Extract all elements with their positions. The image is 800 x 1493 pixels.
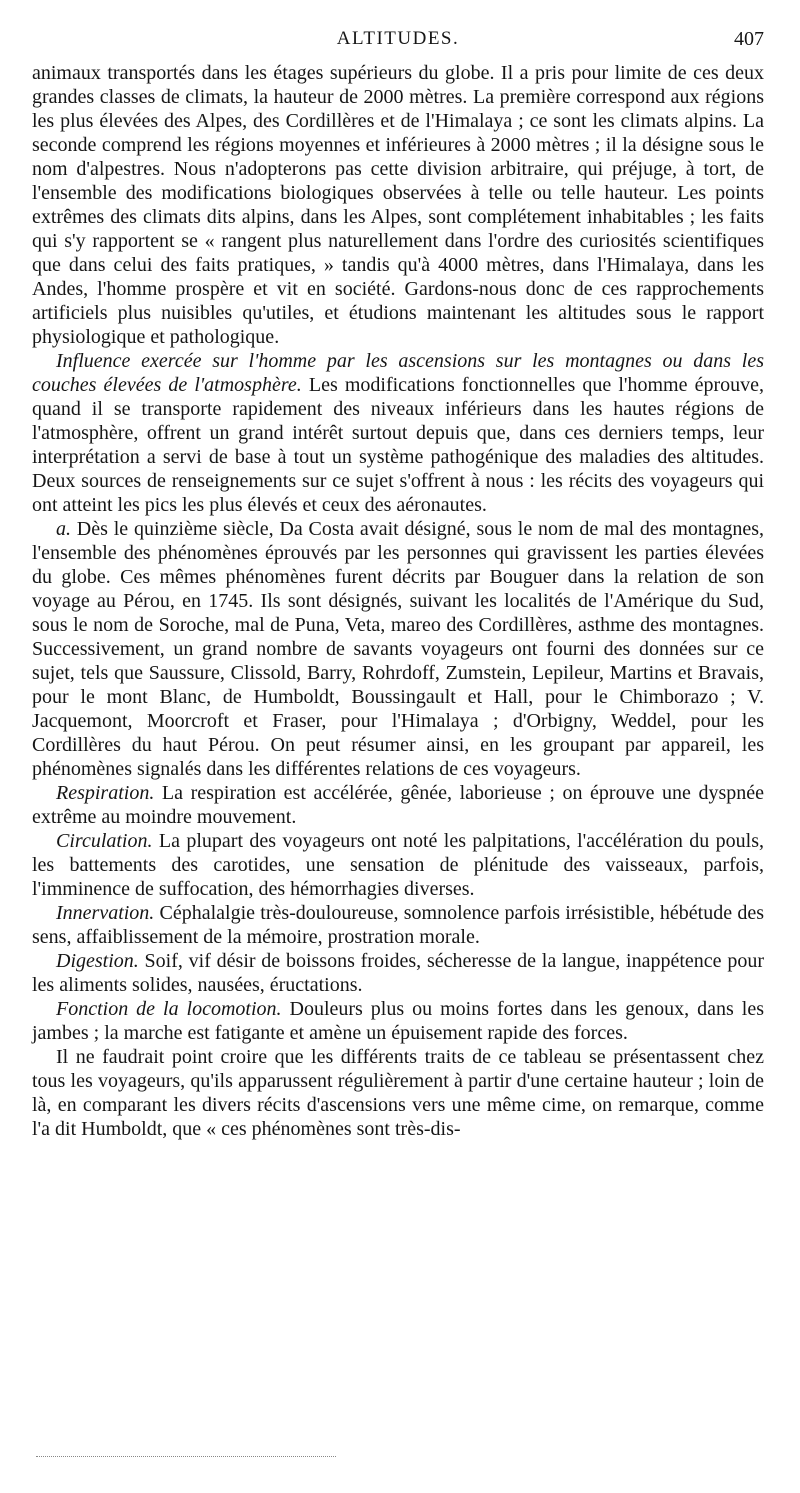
paragraph-climate-classes: animaux transportés dans les étages supérieurs du globe. Il a pris pour limite de ces deux grandes classes de climats, la hauteur de 2000 mètres. La première correspond aux régions les plus élevées des Alpes, des Cordillères et de l'Himalaya ; ce sont les climats alpins. La seconde comprend les régions moyennes et inférieures à 2000 mètres ; il la désigne sous le nom d'alpestres. Nous n'adopterons pas cette division arbitraire, qui préjuge, à tort, de l'ensemble des modifications biologiques observées à telle ou telle hauteur. Les points extrêmes des climats dits alpins, dans les Alpes, sont complétement inhabitables ; les faits qui s'y rapportent se « rangent plus naturellement dans l'ordre des curiosités scientifiques que dans celui des faits pratiques, » tandis qu'à 4000 mètres, dans l'Himalaya, dans les Andes, l'homme prospère et vit en société. Gardons-nous donc de ces rapprochements artificiels plus nuisibles qu'utiles, et étudions maintenant les altitudes sous le rapport physiologique et pathologique.	[32, 62, 764, 348]
text-innervation: Céphalalgie très-douloureuse, somnolence parfois irrésistible, hébétude des sens, affaiblissement de la mémoire, prostration morale.	[32, 902, 764, 948]
paragraph-mountain-sickness	[32, 517, 764, 781]
text-digestion: Soif, vif désir de boissons froides, sécheresse de la langue, inappétence pour les aliments solides, nausées, éructations.	[32, 950, 764, 996]
page-body	[32, 61, 764, 1141]
footer-rule	[36, 1456, 336, 1457]
text-respiration: La respiration est accélérée, gênée, laborieuse ; on éprouve une dyspnée extrême au moindre mouvement.	[32, 782, 764, 828]
page-number: 407	[734, 28, 764, 50]
paragraph-circulation	[32, 829, 764, 901]
text-circulation: La plupart des voyageurs ont noté les palpitations, l'accélération du pouls, les battements des carotides, une sensation de plénitude des vaisseaux, parfois, l'imminence de suffocation, des hémorrhagies diverses.	[32, 830, 764, 900]
text-locomotion: Douleurs plus ou moins fortes dans les genoux, dans les jambes ; la marche est fatigante et amène un épuisement rapide des forces.	[32, 998, 764, 1044]
paragraph-innervation	[32, 901, 764, 949]
paragraph-locomotion	[32, 997, 764, 1045]
running-head: ALTITUDES.	[336, 28, 460, 49]
label-innervation: Innervation.	[56, 902, 155, 924]
paragraph-digestion	[32, 949, 764, 997]
section-heading-influence: Influence exercée sur l'homme par les ascensions sur les montagnes ou dans les couches élevées de l'atmosphère.	[32, 350, 764, 396]
paragraph-mountain-sickness-text: Dès le quinzième siècle, Da Costa avait désigné, sous le nom de mal des montagnes, l'ensemble des phénomènes éprouvés par les personnes qui gravissent les parties élevées du globe. Ces mêmes phénomènes furent décrits par Bouguer dans la relation de son voyage au Pérou, en 1745. Ils sont désignés, suivant les localités de l'Amérique du Sud, sous le nom de Soroche, mal de Puna, Veta, mareo des Cordillères, asthme des montagnes. Successivement, un grand nombre de savants voyageurs ont fourni des données sur ce sujet, tels que Saussure, Clissold, Barry, Rohrdoff, Zumstein, Lepileur, Martins et Bravais, pour le mont Blanc, de Humboldt, Boussingault et Hall, pour le Chimborazo ; V. Jacquemont, Moorcroft et Fraser, pour l'Himalaya ; d'Orbigny, Weddel, pour les Cordillères du haut Pérou. On peut résumer ainsi, en les groupant par appareil, les phénomènes signalés dans les différentes relations de ces voyageurs.	[32, 518, 764, 780]
list-marker-a: a.	[56, 518, 71, 540]
paragraph-respiration	[32, 781, 764, 829]
paragraph-ascension-influence	[32, 349, 764, 517]
label-digestion: Digestion.	[56, 950, 139, 972]
paragraph-final: Il ne faudrait point croire que les différents traits de ce tableau se présentassent chez tous les voyageurs, qu'ils apparussent régulièrement à partir d'une certaine hauteur ; loin de là, en comparant les divers récits d'ascensions vers une même cime, on remarque, comme l'a dit Humboldt, que « ces phénomènes sont très-dis-	[32, 1046, 764, 1140]
label-circulation: Circulation.	[56, 830, 153, 852]
paragraph-ascension-text: Les modifications fonctionnelles que l'homme éprouve, quand il se transporte rapidement des niveaux inférieurs dans les hautes régions de l'atmosphère, offrent un grand intérêt surtout depuis que, dans ces derniers temps, leur interprétation a servi de base à tout un système pathogénique des maladies des altitudes. Deux sources de renseignements sur ce sujet s'offrent à nous : les récits des voyageurs qui ont atteint les pics les plus élevés et ceux des aéronautes.	[32, 374, 764, 516]
page-header	[32, 28, 764, 58]
label-respiration: Respiration.	[56, 782, 155, 804]
label-locomotion: Fonction de la locomotion.	[56, 998, 282, 1020]
